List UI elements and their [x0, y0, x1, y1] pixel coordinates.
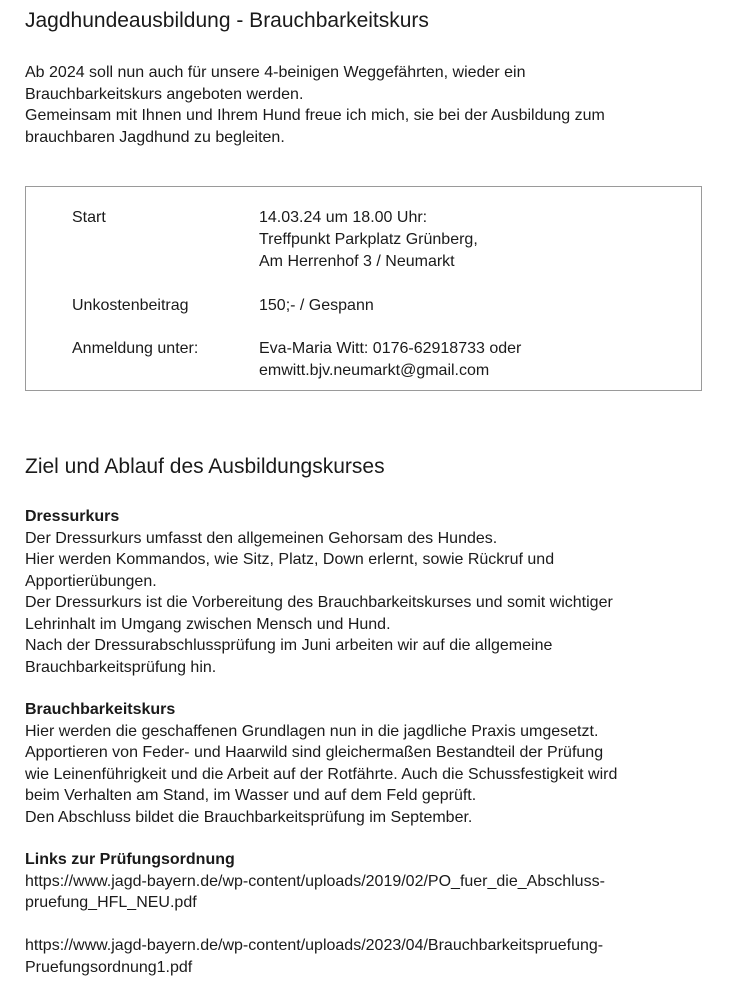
info-row-registration [72, 338, 691, 382]
intro-line: Gemeinsam mit Ihnen und Ihrem Hund freue ich mich, sie bei der Ausbildung zum [25, 107, 605, 124]
dressur-line: Apportierübungen. [25, 572, 157, 590]
brauchbarkeit-line: wie Leinenführigkeit und die Arbeit auf der Rotfährte. Auch die Schussfestigkeit wird [25, 765, 618, 783]
links-section [25, 849, 715, 978]
link-brauchbarkeitspruefung[interactable] [25, 935, 715, 978]
course-info-box [25, 186, 702, 391]
link-line[interactable]: Pruefungsordnung1.pdf [25, 958, 193, 976]
page-content [25, 0, 715, 978]
brauchbarkeit-line: Hier werden die geschaffenen Grundlagen nun in die jagdliche Praxis umgesetzt. [25, 722, 599, 740]
info-label-cost: Unkostenbeitrag [72, 297, 189, 314]
link-abschlusspruefung[interactable] [25, 871, 715, 914]
info-row-cost [72, 295, 691, 317]
info-value-start [259, 207, 478, 273]
brauchbarkeit-line: beim Verhalten am Stand, im Wasser und auf dem Feld geprüft. [25, 787, 477, 804]
links-heading: Links zur Prüfungsordnung [25, 851, 235, 868]
dressur-line: Hier werden Kommandos, wie Sitz, Platz, Down erlernt, sowie Rückruf und [25, 551, 555, 568]
info-value-line: emwitt.bjv.neumarkt@gmail.com [259, 362, 490, 379]
info-value-cost [259, 295, 374, 317]
intro-line: Ab 2024 soll nun auch für unsere 4-beinigen Weggefährten, wieder ein [25, 64, 526, 81]
dressur-heading: Dressurkurs [25, 508, 120, 525]
info-value-line: Treffpunkt Parkplatz Grünberg, [259, 231, 478, 248]
intro-line: Brauchbarkeitskurs angeboten werden. [25, 85, 304, 103]
dressur-line: Der Dressurkurs ist die Vorbereitung des Brauchbarkeitskurses und somit wichtiger [25, 594, 613, 611]
link-line[interactable]: pruefung_HFL_NEU.pdf [25, 894, 197, 911]
dressur-line: Brauchbarkeitsprüfung hin. [25, 658, 217, 676]
brauchbarkeit-line: Den Abschluss bildet die Brauchbarkeitsprüfung im September. [25, 808, 473, 826]
section-title: Ziel und Ablauf des Ausbildungskurses [25, 455, 385, 478]
brauchbarkeit-line: Apportieren von Feder- und Haarwild sind gleichermaßen Bestandteil der Prüfung [25, 744, 604, 761]
info-value-line: Eva-Maria Witt: 0176-62918733 oder [259, 340, 522, 357]
info-value-line: 150;- / Gespann [259, 297, 374, 314]
link-line[interactable]: https://www.jagd-bayern.de/wp-content/uploads/2019/02/PO_fuer_die_Abschluss- [25, 872, 605, 890]
dressur-line: Nach der Dressurabschlussprüfung im Juni arbeiten wir auf die allgemeine [25, 637, 553, 654]
link-line[interactable]: https://www.jagd-bayern.de/wp-content/uploads/2023/04/Brauchbarkeitspruefung- [25, 937, 604, 954]
intro-text [25, 62, 715, 148]
info-label-registration: Anmeldung unter: [72, 340, 199, 357]
info-value-line: Am Herrenhof 3 / Neumarkt [259, 253, 455, 270]
dressur-line: Der Dressurkurs umfasst den allgemeinen Gehorsam des Hundes. [25, 529, 498, 547]
info-value-line: 14.03.24 um 18.00 Uhr: [259, 209, 428, 226]
dressur-line: Lehrinhalt im Umgang zwischen Mensch und Hund. [25, 615, 391, 633]
info-value-registration [259, 338, 521, 382]
intro-line: brauchbaren Jagdhund zu begleiten. [25, 128, 285, 146]
dressur-section [25, 506, 715, 678]
info-row-start [72, 207, 691, 273]
brauchbarkeit-section [25, 699, 715, 828]
info-label-start: Start [72, 209, 106, 226]
page-title: Jagdhundeausbildung - Brauchbarkeitskurs [25, 9, 429, 32]
brauchbarkeit-heading: Brauchbarkeitskurs [25, 701, 176, 718]
